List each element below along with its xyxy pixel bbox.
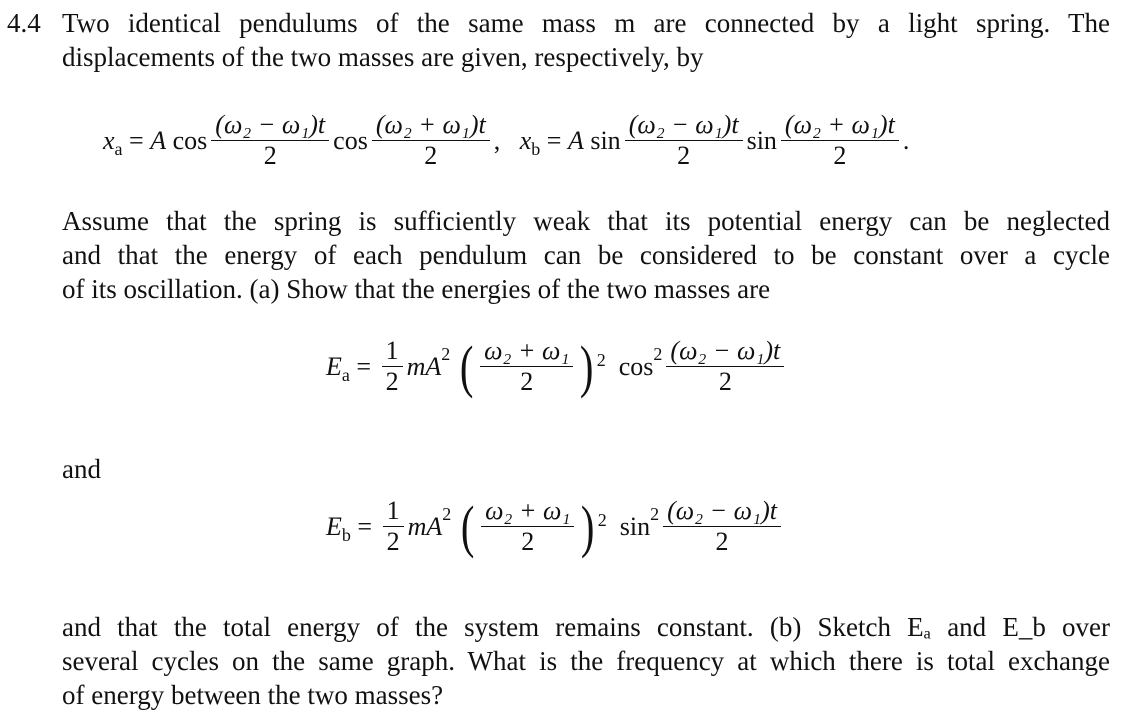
fraction-sum: $\frac{\text{(ω₂ + ω₁)t}}{2}$ xyxy=(781,110,899,171)
fraction-diff: $\frac{\text{(ω₂ − ω₁)t}}{2}$ xyxy=(625,110,743,171)
intro-paragraph xyxy=(62,6,1110,74)
fraction-sum: $\frac{\text{(ω₂ + ω₁)t}}{2}$ xyxy=(372,110,490,171)
amplitude: A xyxy=(150,125,167,155)
fraction-diff: $\frac{\text{(ω₂ − ω₁)t}}{2}$ xyxy=(663,496,781,557)
assume-line-1: Assume that the spring is sufficiently weak that its potential energy can be neglected xyxy=(62,206,1110,236)
intro-line-2: displacements of the two masses are given, respectively, by xyxy=(62,42,704,72)
final-line-2: several cycles on the same graph. What is the frequency at which there is total exchange xyxy=(62,646,1110,676)
xb-symbol: $x_b$ xyxy=(519,125,541,159)
final-line-1: and that the total energy of the system remains constant. (b) Sketch Eₐ and E_b over xyxy=(62,612,1110,642)
cos-fn: cos xyxy=(172,125,208,155)
equals-sign: = xyxy=(129,125,144,155)
omega-sum-fraction: $\frac{\text{ω₂ + ω₁}}{2}$ xyxy=(480,336,573,397)
cos-fn: cos xyxy=(333,125,368,155)
sin-fn: sin xyxy=(590,125,621,155)
xa-symbol: $x_a$ xyxy=(103,125,123,159)
omega-sum-fraction: $\frac{\text{ω₂ + ω₁}}{2}$ xyxy=(481,496,574,557)
intro-line-1: Two identical pendulums of the same mass m are connected by a light spring. The xyxy=(62,8,1110,38)
assume-paragraph xyxy=(62,204,1110,306)
fraction-diff: $\frac{\text{(ω₂ − ω₁)t}}{2}$ xyxy=(666,336,784,397)
final-paragraph xyxy=(62,610,1110,712)
energy-b-equation: $E_b$ = $\frac{1}{2}$ mA 2 ( $\frac{\text{ω₂ + ω₁}}{2}$ ) 2 sin 2 $\frac{\text{(ω₂ − ω₁)t}}{2}$ xyxy=(326,496,785,557)
half-fraction: $\frac{1}{2}$ xyxy=(383,496,404,557)
and-text: and xyxy=(62,454,101,484)
displacement-equations: $x_a$ = A cos $\frac{\text{(ω₂ − ω₁)t}}{2}$ cos $\frac{\text{(ω₂ + ω₁)t}}{2}$ , $x_b$ = A sin $\frac{\text{(ω₂ − ω₁)t}}{2}$ sin $\frac{\text{(ω₂ + ω₁)t}}{2}$ . xyxy=(103,110,910,170)
energy-a-equation: $E_a$ = $\frac{1}{2}$ mA 2 ( $\frac{\text{ω₂ + ω₁}}{2}$ ) 2 cos 2 $\frac{\text{(ω₂ − ω₁)t}}{2}$ xyxy=(326,336,788,397)
half-fraction: $\frac{1}{2}$ xyxy=(382,336,403,397)
problem-number: 4.4 xyxy=(7,8,41,38)
Ea-symbol: $E_a$ xyxy=(326,351,350,385)
Eb-symbol: $E_b$ xyxy=(326,511,351,545)
assume-line-3: of its oscillation. (a) Show that the energies of the two masses are xyxy=(62,274,771,304)
final-line-3: of energy between the two masses? xyxy=(62,680,444,710)
assume-line-2: and that the energy of each pendulum can be considered to be constant over a cycle xyxy=(62,240,1110,270)
fraction-diff: $\frac{\text{(ω₂ − ω₁)t}}{2}$ xyxy=(211,110,329,171)
